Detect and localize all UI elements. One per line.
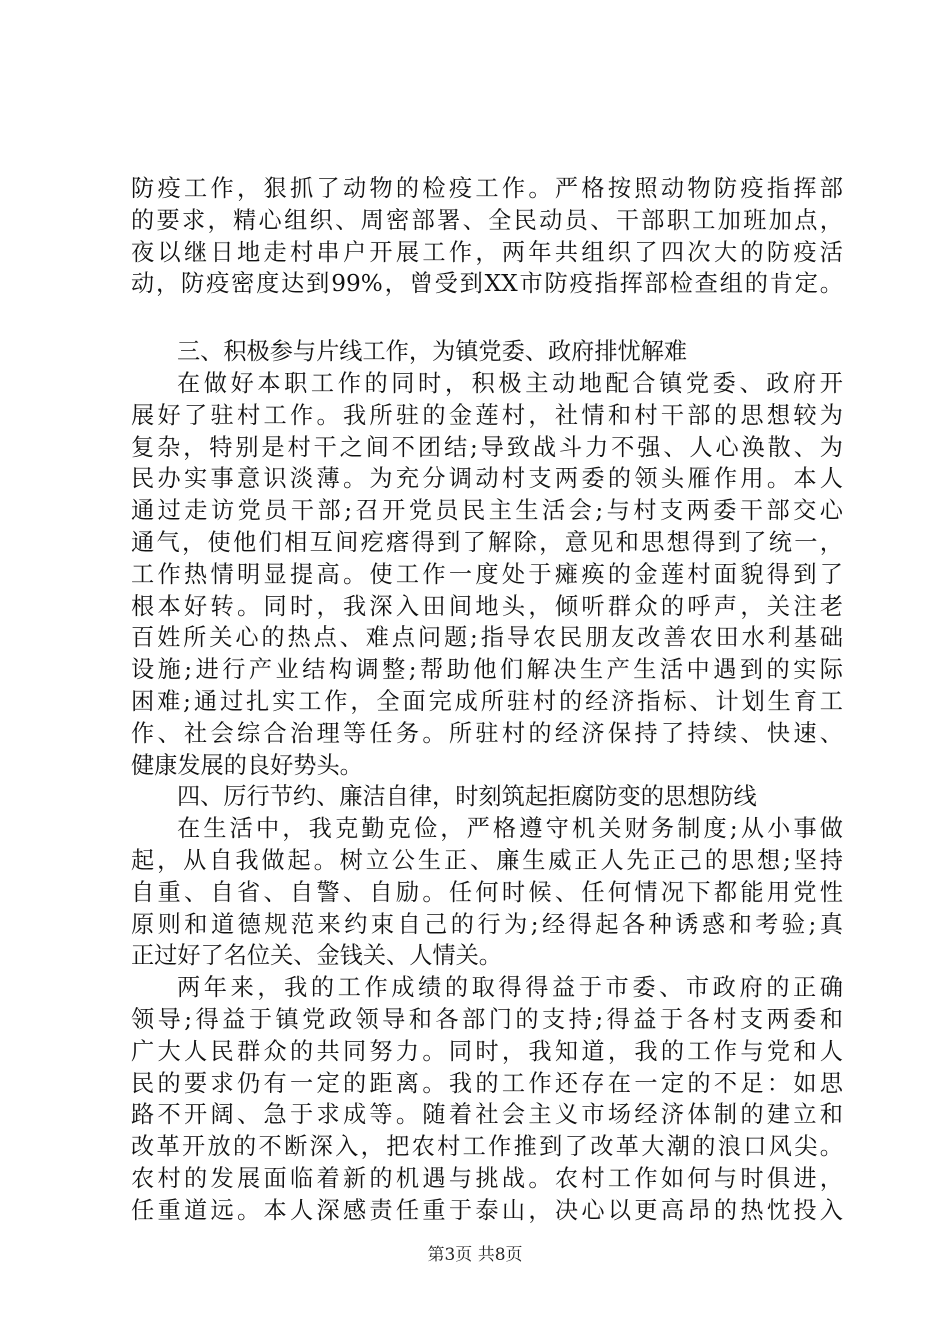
text-line: 设施;进行产业结构调整;帮助他们解决生产生活中遇到的实际 <box>131 656 843 684</box>
text-line: 作、社会综合治理等任务。所驻村的经济保持了持续、快速、 <box>131 719 843 747</box>
text-line: 困难;通过扎实工作，全面完成所驻村的经济指标、计划生育工 <box>131 687 843 715</box>
text-line: 领导;得益于镇党政领导和各部门的支持;得益于各村支两委和 <box>131 1005 843 1033</box>
text-line: 防疫工作，狠抓了动物的检疫工作。严格按照动物防疫指挥部 <box>131 175 843 202</box>
section-heading-4 <box>131 781 843 813</box>
text-line: 工作热情明显提高。使工作一度处于瘫痪的金莲村面貌得到了 <box>131 560 843 588</box>
paragraph-gap <box>131 300 843 336</box>
text-line: 原则和道德规范来约束自己的行为;经得起各种诱惑和考验;真 <box>131 910 843 938</box>
text-line: 通过走访党员干部;召开党员民主生活会;与村支两委干部交心 <box>131 497 843 525</box>
heading-text: 四、厉行节约、廉洁自律，时刻筑起拒腐防变的思想防线 <box>177 783 757 811</box>
text-line: 通气，使他们相互间疙瘩得到了解除，意见和思想得到了统一， <box>131 528 843 556</box>
text-line: 广大人民群众的共同努力。同时，我知道，我的工作与党和人 <box>131 1037 843 1065</box>
paragraph-integrity <box>131 813 843 972</box>
text-line: 复杂，特别是村干之间不团结;导致战斗力不强、人心涣散、为 <box>131 433 843 461</box>
text-line: 自重、自省、自警、自励。任何时候、任何情况下都能用党性 <box>131 878 843 906</box>
text-line: 任重道远。本人深感责任重于泰山，决心以更高昂的热忱投入 <box>131 1196 843 1224</box>
text-line: 正过好了名位关、金钱关、人情关。 <box>131 942 502 970</box>
text-line: 健康发展的良好势头。 <box>131 751 363 779</box>
text-line: 两年来，我的工作成绩的取得得益于市委、市政府的正确 <box>177 974 843 1002</box>
text-line: 民办实事意识淡薄。为充分调动村支两委的领头雁作用。本人 <box>131 465 843 493</box>
text-line: 在生活中，我克勤克俭，严格遵守机关财务制度;从小事做 <box>177 815 843 843</box>
text-line: 在做好本职工作的同时，积极主动地配合镇党委、政府开 <box>177 369 843 397</box>
section-heading-3 <box>131 336 843 368</box>
paragraph-village-work <box>131 368 843 781</box>
heading-text: 三、积极参与片线工作，为镇党委、政府排忧解难 <box>177 338 688 366</box>
text-line: 展好了驻村工作。我所驻的金莲村，社情和村干部的思想较为 <box>131 401 843 429</box>
paragraph-summary <box>131 972 843 1226</box>
text-line: 改革开放的不断深入，把农村工作推到了改革大潮的浪口风尖。 <box>131 1133 843 1161</box>
text-line: 起，从自我做起。树立公生正、廉生威正人先正己的思想;坚持 <box>131 846 843 874</box>
document-body <box>131 173 843 1227</box>
text-line: 的要求，精心组织、周密部署、全民动员、干部职工加班加点， <box>131 206 843 234</box>
text-line: 夜以继日地走村串户开展工作，两年共组织了四次大的防疫活 <box>131 238 843 266</box>
text-line: 百姓所关心的热点、难点问题;指导农民朋友改善农田水利基础 <box>131 624 843 652</box>
paragraph-epidemic-prevention <box>131 173 843 300</box>
text-line: 农村的发展面临着新的机遇与挑战。农村工作如何与时俱进， <box>131 1164 843 1192</box>
text-line: 动，防疫密度达到99%，曾受到XX市防疫指挥部检查组的肯定。 <box>131 270 843 298</box>
page-number-footer: 第3页 共8页 <box>427 1245 523 1265</box>
text-line: 民的要求仍有一定的距离。我的工作还存在一定的不足：如思 <box>131 1069 843 1097</box>
text-line: 路不开阔、急于求成等。随着社会主义市场经济体制的建立和 <box>131 1101 843 1129</box>
text-line: 根本好转。同时，我深入田间地头，倾听群众的呼声，关注老 <box>131 592 843 620</box>
